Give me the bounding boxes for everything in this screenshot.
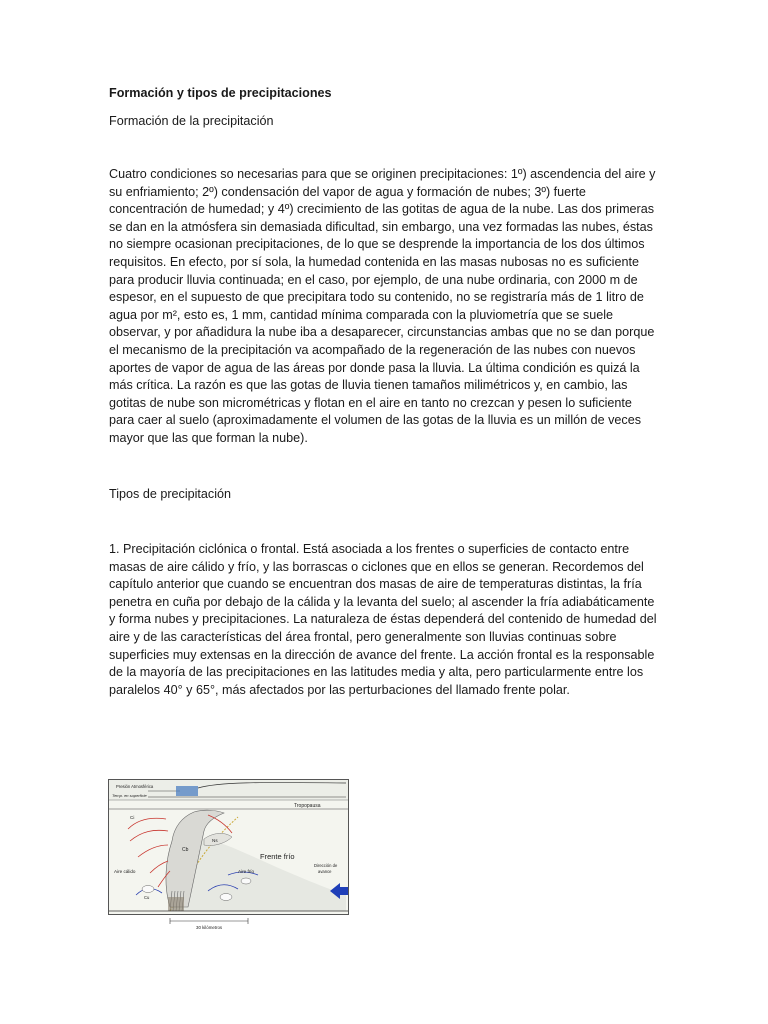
cold-front-label: Frente frío (260, 852, 295, 861)
document-title: Formación y tipos de precipitaciones (109, 86, 332, 100)
direction-label-line1: Dirección de (314, 863, 338, 868)
cold-air-label: Aire frío (238, 869, 255, 874)
paragraph-frontal-precipitation: 1. Precipitación ciclónica o frontal. Está asociada a los frentes o superficies de contacto entre masas de aire cálido y frío, y las borrascas o ciclones que en ellos se generan. Recordemos del capítulo anterior que cuando se encuentran dos masas de aire de temperaturas distintas, la fría penetra en cuña por debajo de la cálida y la levanta del suelo; al ascender la fría adiabáticamente y forma nubes y precipitaciones. La naturaleza de éstas dependerá del contenido de humedad del aire y de las características del área frontal, pero generalmente son lluvias continuas sobre superficies muy extensas en la dirección de avance del frente. La acción frontal es la responsable de la mayoría de las precipitaciones en las latitudes media y alta, pero particularmente entre los paralelos 40° y 65°, más afectados por las perturbaciones del llamado frente polar. (109, 542, 657, 697)
heavy-rain-area (168, 897, 184, 911)
cb-label: Cb (182, 847, 189, 853)
paragraph-formation: Cuatro condiciones so necesarias para que se originen precipitaciones: 1º) ascendencia del aire y su enfriamiento; 2º) condensación del vapor de agua y formación de nubes; 3º) fuerte concentración de humedad; y 4º) crecimiento de las gotitas de agua de la nube. Las dos primeras se dan en la atmósfera sin demasiada dificultad, sin embargo, una vez formadas las nubes, éstas no siempre ocasionan precipitaciones, de lo que se desprende la importancia de los dos últimos requisitos. En efecto, por sí sola, la humedad contenida en las masas nubosas no es suficiente para producir lluvia continuada; en el caso, por ejemplo, de una nube ordinaria, con 2000 m de espesor, en el supuesto de que precipitara todo su contenido, no se registraría más de 1 litro de agua por m², esto es, 1 mm, cantidad mínima comparada con la pluviometría que se suele observar, y por añadidura la nube iba a desaparecer, circunstancias ambas que no se dan porque el mecanismo de la precipitación va acompañado de la regeneración de las nubes con nuevos aportes de vapor de agua de las áreas por donde pasa la lluvia. La última condición es quizá la más crítica. La razón es que las gotas de lluvia tienen tamaños milimétricos y, en cambio, las gotitas de nube son micrométricas y flotan en el aire en tanto no crezcan y pesen lo suficiente para caer al suelo (aproximadamente el volumen de las gotas de la lluvia es un millón de veces mayor que las que forman la nube). (109, 167, 656, 445)
ns-label: Ns (212, 838, 218, 843)
warm-air-label: Aire cálido (114, 869, 136, 874)
scale-label: 30 kilómetros (196, 925, 223, 930)
pressure-rain-band (176, 786, 198, 796)
cu-label: Cu (144, 895, 150, 900)
cold-front-diagram-svg (108, 779, 349, 930)
tropopause-label: Tropopausa (294, 803, 321, 809)
pressure-label: Presión Atmosférica (116, 784, 154, 789)
section-heading-formation: Formación de la precipitación (109, 114, 274, 128)
section-heading-types: Tipos de precipitación (109, 487, 232, 501)
surface-temp-label: Temp. en superficie (112, 793, 147, 798)
ci-label: Ci (130, 815, 135, 820)
cold-front-diagram (108, 779, 349, 930)
direction-label-line2: avance (318, 869, 332, 874)
